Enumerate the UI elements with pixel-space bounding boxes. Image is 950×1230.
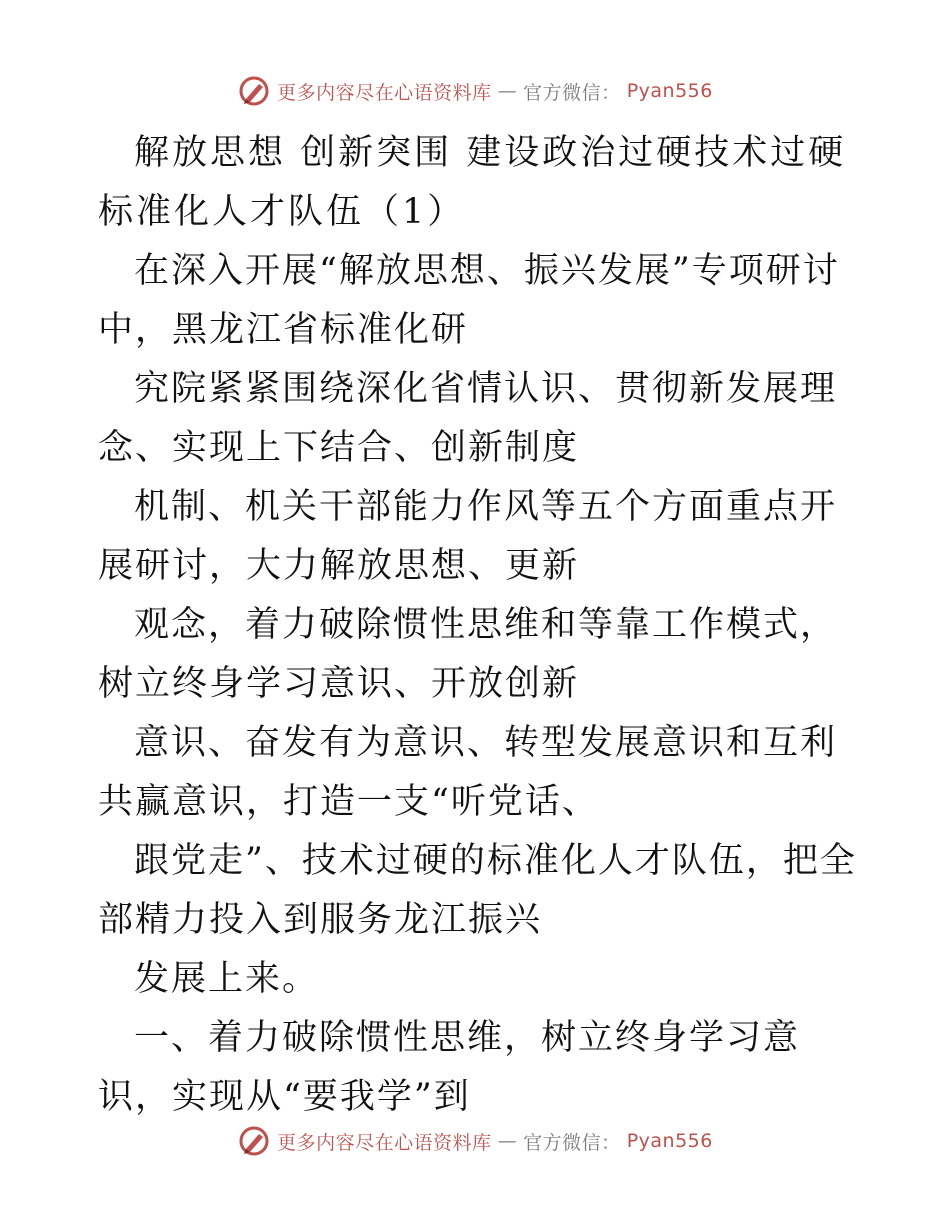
watermark-separator: — (497, 80, 518, 102)
section-heading: 一、着力破除惯性思维，树立终身学习意识，实现从“要我学”到 (98, 1018, 801, 1117)
paragraph: 观念，着力破除惯性思维和等靠工作模式，树立终身学习意识、开放创新 (98, 605, 838, 704)
paragraph: 跟党走”、技术过硬的标准化人才队伍，把全部精力投入到服务龙江振兴 (98, 841, 857, 940)
watermark-site-text: 更多内容尽在心语资料库 (277, 81, 492, 104)
footer-watermark (0, 1124, 950, 1158)
document-title: 解放思想 创新突围 建设政治过硬技术过硬标准化人才队伍（1） (98, 133, 847, 232)
pen-ring-logo-icon (237, 74, 271, 108)
watermark-site-text: 更多内容尽在心语资料库 (277, 1131, 492, 1154)
watermark-label: 官方微信： (523, 81, 621, 104)
document-body (98, 124, 858, 1127)
watermark-separator: — (497, 1130, 518, 1152)
paragraph: 机制、机关干部能力作风等五个方面重点开展研讨，大力解放思想、更新 (98, 487, 838, 586)
paragraph: 在深入开展“解放思想、振兴发展”专项研讨中，黑龙江省标准化研 (98, 251, 840, 350)
paragraph: 究院紧紧围绕深化省情认识、贯彻新发展理念、实现上下结合、创新制度 (98, 369, 838, 468)
watermark-label: 官方微信： (523, 1131, 621, 1154)
header-watermark (0, 74, 950, 108)
paragraph: 发展上来。 (134, 959, 320, 999)
watermark-account: Pyan556 (626, 80, 713, 102)
watermark-account: Pyan556 (626, 1130, 713, 1152)
pen-ring-logo-icon (237, 1124, 271, 1158)
paragraph: 意识、奋发有为意识、转型发展意识和互利共赢意识，打造一支“听党话、 (98, 723, 838, 822)
